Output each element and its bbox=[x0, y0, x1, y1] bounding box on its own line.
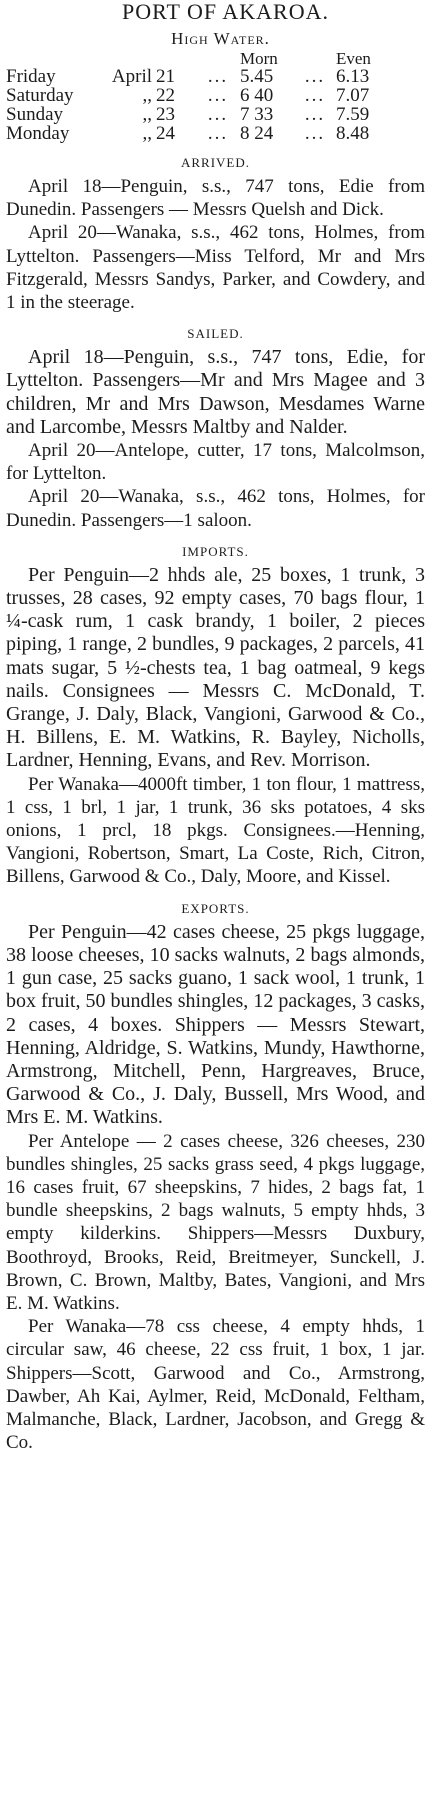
tide-day: Monday bbox=[6, 123, 70, 144]
tide-day: Saturday bbox=[6, 85, 74, 106]
tide-leader: ... bbox=[304, 66, 326, 87]
tide-leader: ... bbox=[304, 123, 326, 144]
shipping-entry: April 18—Penguin, s.s., 747 tons, Edie, for Lyttelton. Passengers—Mr and Mrs Magee and 3 children, Mr and Mrs Dawson, Mesdames Warne and Larcombe, Messrs Maltby and Nalder. bbox=[6, 346, 425, 438]
shipping-entry: April 18—Penguin, s.s., 747 tons, Edie from Dunedin. Passengers — Messrs Quelsh and Dick. bbox=[6, 176, 425, 221]
tide-month: April bbox=[111, 66, 152, 87]
tide-leader: ... bbox=[207, 123, 229, 144]
cargo-entry: Per Antelope — 2 cases cheese, 326 cheeses, 230 bundles shingles, 25 sacks grass seed, 4 pkgs luggage, 16 cases fruit, 67 sheepskins, 7 hides, 2 bags fat, 1 bundle sheepskins, 2 bags walnuts, 5 empty hhds, 3 empty kilderkins. Shippers—Messrs Duxbury, Boothroyd, Brooks, Reid, Breitmeyer, Sunckell, J. Brown, C. Brown, Maltby, Bates, Vangioni, and Mrs E. M. Watkins. bbox=[6, 1130, 425, 1314]
page-title: PORT OF AKAROA. bbox=[121, 0, 330, 24]
tide-month: ,, bbox=[142, 85, 152, 106]
tide-leader: ... bbox=[304, 85, 326, 106]
section-heading-arrived: ARRIVED. bbox=[180, 155, 251, 170]
tide-even: 7.07 bbox=[336, 85, 370, 106]
tide-col-morn: Morn bbox=[240, 49, 278, 68]
tide-leader: ... bbox=[207, 104, 229, 125]
tide-month: ,, bbox=[142, 104, 152, 125]
tide-leader: ... bbox=[207, 66, 229, 87]
tide-even: 7.59 bbox=[336, 104, 370, 125]
tide-even: 6.13 bbox=[336, 66, 370, 87]
tide-header-row bbox=[6, 50, 425, 67]
tide-row bbox=[6, 124, 425, 143]
tide-day: Sunday bbox=[6, 104, 63, 125]
tide-date: 24 bbox=[156, 123, 175, 144]
tide-morn: 8 24 bbox=[240, 123, 274, 144]
tide-date: 22 bbox=[156, 85, 175, 106]
tide-date: 23 bbox=[156, 104, 175, 125]
tide-leader: ... bbox=[304, 104, 326, 125]
tide-col-even: Even bbox=[336, 49, 371, 68]
section-heading-imports: IMPORTS. bbox=[182, 543, 249, 559]
tide-table bbox=[6, 50, 425, 143]
cargo-entry: Per Wanaka—4000ft timber, 1 ton flour, 1 mattress, 1 css, 1 brl, 1 jar, 1 trunk, 36 sks potatoes, 4 sks onions, 1 prcl, 18 pkgs. Consignees.—Henning, Vangioni, Robertson, Smart, La Coste, Rich, Citron, Billens, Garwood & Co., Daly, Moore, and Kissel. bbox=[6, 773, 425, 888]
shipping-entry: April 20—Wanaka, s.s., 462 tons, Holmes, from Lyttelton. Passengers—Miss Telford, Mr and Mrs Fitzgerald, Messrs Sandys, Parker, and Cowdery, and 1 in the steerage. bbox=[6, 222, 425, 314]
tide-morn: 7 33 bbox=[240, 104, 274, 125]
section-heading-exports: EXPORTS. bbox=[181, 900, 250, 916]
tide-date: 21 bbox=[156, 66, 175, 87]
shipping-entry: April 20—Wanaka, s.s., 462 tons, Holmes, for Dunedin. Passengers—1 saloon. bbox=[6, 486, 425, 531]
cargo-entry: Per Wanaka—78 css cheese, 4 empty hhds, 1 circular saw, 46 cheese, 22 css fruit, 1 box, 1 jar. Shippers—Scott, Garwood and Co., Armstrong, Dawber, Ah Kai, Aylmer, Reid, McDonald, Feltham, Malmanche, Black, Lardner, Jacobson, and Gregg & Co. bbox=[6, 1316, 425, 1454]
tide-month: ,, bbox=[142, 123, 152, 144]
tide-morn: 5.45 bbox=[240, 66, 274, 87]
page-subtitle: High Water. bbox=[171, 29, 270, 48]
tide-even: 8.48 bbox=[336, 123, 370, 144]
cargo-entry: Per Penguin—2 hhds ale, 25 boxes, 1 trunk, 3 trusses, 28 cases, 92 empty cases, 70 bags flour, 1 ¼-cask rum, 1 cask brandy, 1 boiler, 2 pieces piping, 1 range, 2 bundles, 9 packages, 2 parcels, 41 mats sugar, 5 ½-chests tea, 1 bag oatmeal, 9 kegs nails. Consignees — Messrs C. McDonald, T. Grange, J. Daly, Black, Vangioni, Garwood & Co., H. Billens, E. M. Watkins, R. Bayley, Nicholls, Lardner, Henning, Evans, and Rev. Morrison. bbox=[6, 563, 425, 772]
tide-leader: ... bbox=[207, 85, 229, 106]
tide-row bbox=[6, 86, 425, 105]
shipping-entry: April 20—Antelope, cutter, 17 tons, Malcolmson, for Lyttelton. bbox=[6, 440, 425, 485]
cargo-entry: Per Penguin—42 cases cheese, 25 pkgs luggage, 38 loose cheeses, 10 sacks walnuts, 2 bags almonds, 1 gun case, 25 sacks guano, 1 sack wool, 1 trunk, 1 box fruit, 50 bundles shingles, 12 packages, 3 casks, 2 cases, 4 boxes. Shippers — Messrs Stewart, Henning, Aldridge, S. Watkins, Mundy, Hawthorne, Armstrong, Mitchell, Penn, Hargreaves, Bruce, Garwood & Co., J. Daly, Bussell, Mrs Wood, and Mrs E. M. Watkins. bbox=[6, 920, 425, 1129]
tide-morn: 6 40 bbox=[240, 85, 274, 106]
tide-day: Friday bbox=[6, 66, 56, 87]
section-heading-sailed: SAILED. bbox=[187, 326, 244, 342]
tide-row bbox=[6, 105, 425, 124]
tide-row bbox=[6, 67, 425, 86]
